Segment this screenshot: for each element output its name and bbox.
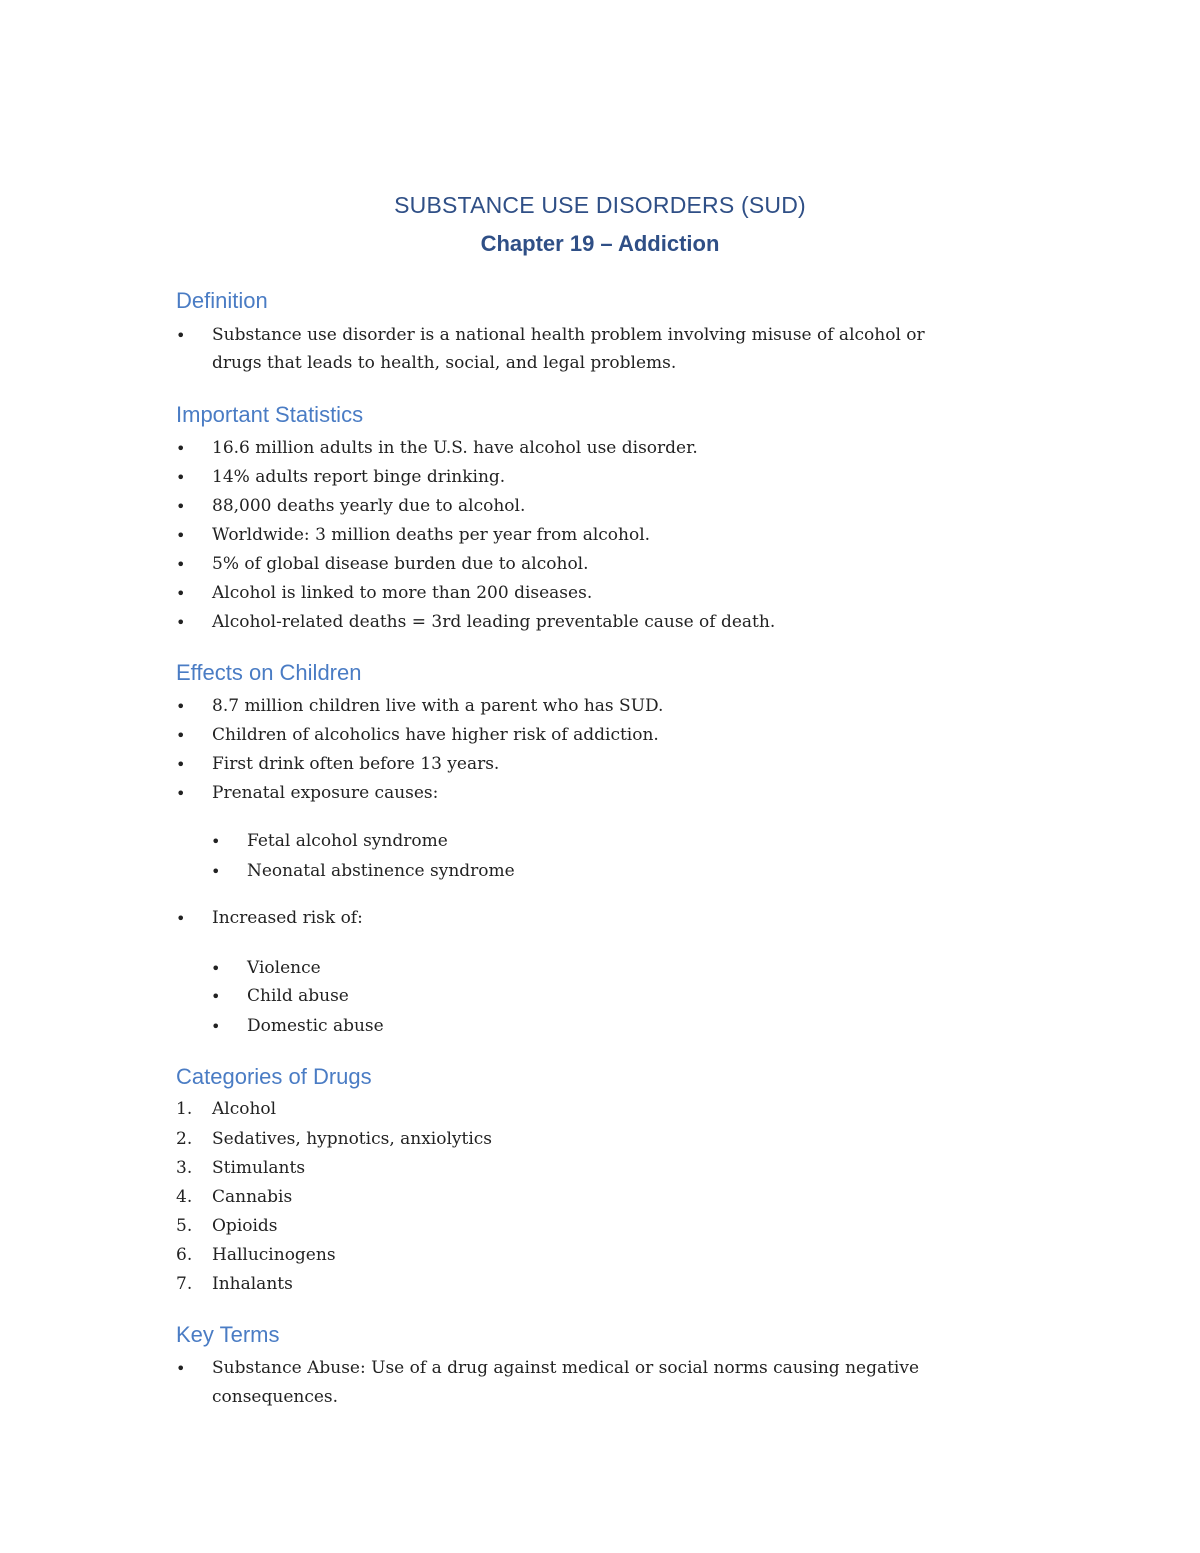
bullet: • <box>176 439 186 458</box>
bullet: • <box>211 862 221 881</box>
list-item-text: First drink often before 13 years. <box>212 754 500 774</box>
heading-definition: Definition <box>176 288 268 313</box>
heading-categories-of-drugs: Categories of Drugs <box>176 1064 372 1089</box>
item-number: 5. <box>176 1216 193 1236</box>
list-item-text: Substance Abuse: Use of a drug against medical or social norms causing negative <box>212 1358 920 1378</box>
bullet: • <box>211 987 221 1006</box>
item-number: 7. <box>176 1274 193 1294</box>
bullet: • <box>211 832 221 851</box>
bullet: • <box>176 526 186 545</box>
item-number: 2. <box>176 1129 193 1149</box>
bullet: • <box>176 555 186 574</box>
list-item-text: 8.7 million children live with a parent who has SUD. <box>212 696 664 716</box>
bullet: • <box>176 909 186 928</box>
document-title: SUBSTANCE USE DISORDERS (SUD) <box>394 192 806 218</box>
item-number: 4. <box>176 1187 193 1207</box>
bullet: • <box>176 784 186 803</box>
bullet: • <box>176 326 186 345</box>
bullet: • <box>176 1359 186 1378</box>
heading-key-terms: Key Terms <box>176 1322 280 1347</box>
list-item-text: 14% adults report binge drinking. <box>212 467 506 487</box>
bullet: • <box>176 613 186 632</box>
item-number: 1. <box>176 1099 193 1119</box>
list-item-text: Opioids <box>212 1216 278 1236</box>
list-item-text: Child abuse <box>247 986 349 1006</box>
list-item-text: consequences. <box>212 1387 339 1407</box>
list-item-text: Worldwide: 3 million deaths per year from alcohol. <box>212 525 651 545</box>
bullet: • <box>176 726 186 745</box>
bullet: • <box>176 697 186 716</box>
list-item-text: 5% of global disease burden due to alcohol. <box>212 554 589 574</box>
item-number: 6. <box>176 1245 193 1265</box>
list-item-text: Domestic abuse <box>247 1016 384 1036</box>
list-item-text: Alcohol is linked to more than 200 diseases. <box>212 583 593 603</box>
list-item-text: Sedatives, hypnotics, anxiolytics <box>212 1129 493 1149</box>
list-item-text: Cannabis <box>212 1187 293 1207</box>
bullet: • <box>211 1017 221 1036</box>
bullet: • <box>176 584 186 603</box>
list-item-text: Increased risk of: <box>212 908 363 928</box>
bullet: • <box>176 755 186 774</box>
list-item-text: 88,000 deaths yearly due to alcohol. <box>212 496 526 516</box>
list-item-text: Inhalants <box>212 1274 293 1294</box>
list-item-text: 16.6 million adults in the U.S. have alcohol use disorder. <box>212 438 698 458</box>
bullet: • <box>176 468 186 487</box>
list-item-text: Violence <box>247 958 321 978</box>
chapter-subtitle: Chapter 19 – Addiction <box>480 231 720 256</box>
bullet: • <box>176 497 186 516</box>
list-item-text: Alcohol-related deaths = 3rd leading preventable cause of death. <box>212 612 776 632</box>
list-item-text: drugs that leads to health, social, and legal problems. <box>212 353 677 373</box>
list-item-text: Children of alcoholics have higher risk of addiction. <box>212 725 659 745</box>
list-item-text: Alcohol <box>212 1099 277 1119</box>
list-item-text: Prenatal exposure causes: <box>212 783 439 803</box>
list-item-text: Hallucinogens <box>212 1245 336 1265</box>
heading-important-statistics: Important Statistics <box>176 402 364 427</box>
heading-effects-on-children: Effects on Children <box>176 660 362 685</box>
list-item-text: Stimulants <box>212 1158 306 1178</box>
list-item-text: Fetal alcohol syndrome <box>247 831 448 851</box>
bullet: • <box>211 959 221 978</box>
list-item-text: Substance use disorder is a national health problem involving misuse of alcohol or <box>212 325 925 345</box>
item-number: 3. <box>176 1158 193 1178</box>
list-item-text: Neonatal abstinence syndrome <box>247 861 515 881</box>
